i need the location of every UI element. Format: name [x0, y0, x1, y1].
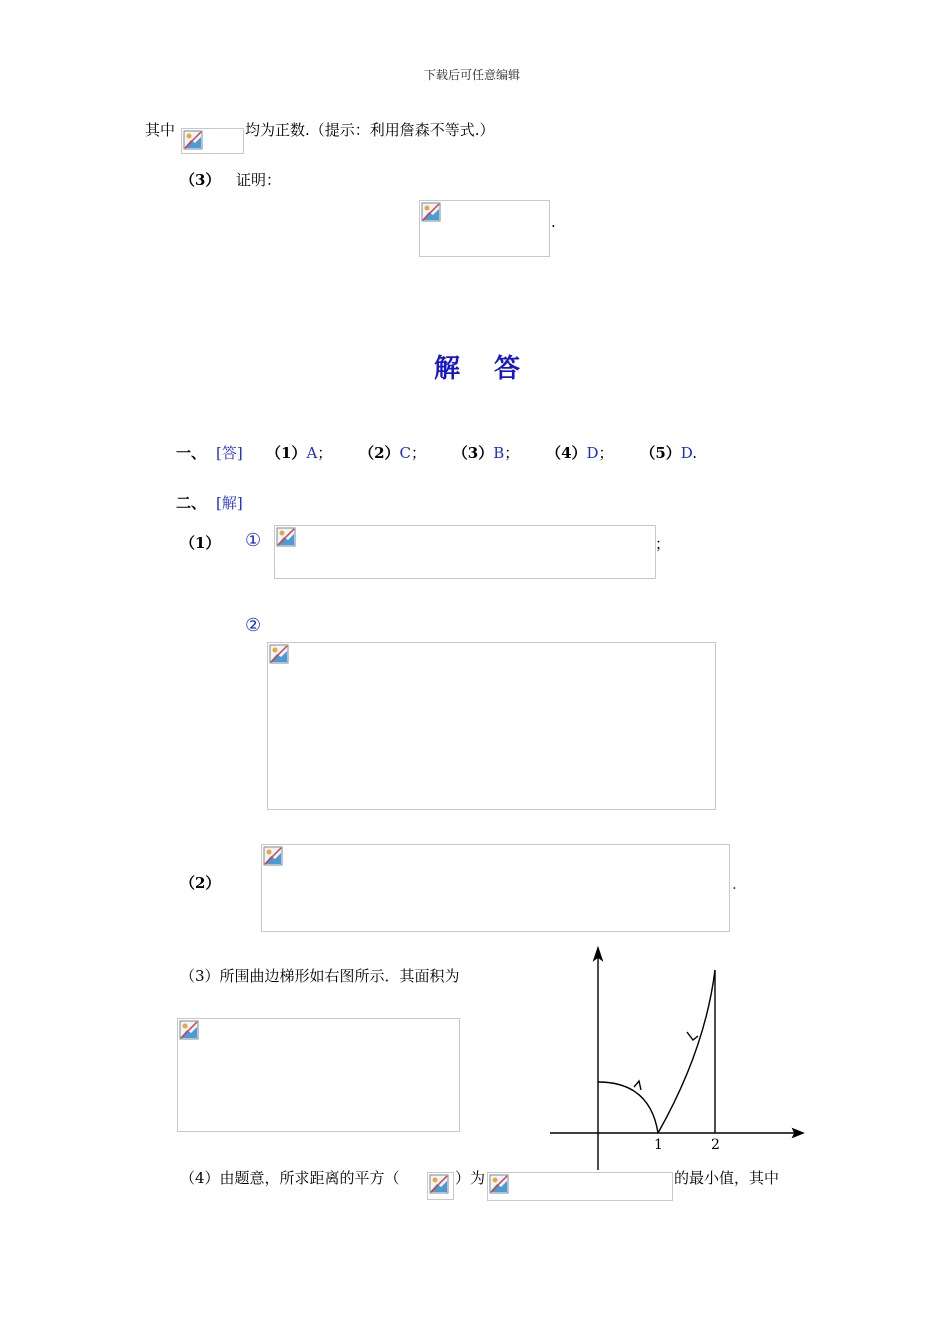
curved-trapezoid-figure — [545, 940, 815, 1175]
text-line-1-left: 其中 — [145, 121, 176, 139]
broken-image-icon — [421, 202, 441, 222]
part-4-text-a: （4）由题意，所求距离的平方（ — [180, 1169, 400, 1187]
item-3-period: . — [551, 213, 556, 231]
part-4-text-c: 的最小值，其中 — [674, 1169, 780, 1187]
item-3-text: 证明： — [236, 171, 282, 189]
answer-1: （1）A； — [266, 444, 333, 462]
broken-image-icon — [429, 1174, 449, 1194]
x-axis-arrow — [793, 1129, 803, 1137]
broken-image-icon — [263, 846, 283, 866]
answer-2: （2）C； — [359, 444, 427, 462]
answer-list — [266, 443, 697, 463]
formula-image — [419, 200, 550, 257]
broken-image-icon — [183, 130, 203, 150]
broken-image-icon — [489, 1174, 509, 1194]
arc-direction-mark — [634, 1081, 641, 1090]
formula-image — [261, 844, 730, 932]
formula-image — [274, 525, 656, 579]
answer-5: （5）D. — [640, 444, 698, 462]
arc-curve — [598, 1082, 658, 1133]
broken-image-icon — [276, 527, 296, 547]
formula-image — [177, 1018, 460, 1132]
formula-image — [427, 1172, 454, 1200]
broken-image-icon — [179, 1020, 199, 1040]
section-2-tag: [解] — [216, 494, 243, 512]
answer-4: （4）D； — [546, 444, 614, 462]
rising-curve — [658, 970, 715, 1133]
section-1-lead: 一、 — [176, 444, 207, 462]
part-1-semicolon: ； — [655, 535, 671, 553]
part-1-marker-1: ① — [245, 530, 262, 551]
part-3-text: （3）所围曲边梯形如右图所示．其面积为 — [180, 967, 460, 985]
broken-image-icon — [269, 644, 289, 664]
formula-image — [181, 128, 244, 154]
formula-image — [487, 1172, 673, 1201]
part-2-period: . — [732, 875, 737, 893]
section-1-tag: [答] — [216, 444, 243, 462]
tick-label-1: 1 — [654, 1137, 663, 1153]
section-2-lead: 二、 — [176, 494, 207, 512]
answer-3: （3）B； — [452, 444, 520, 462]
part-1-marker-2: ② — [245, 615, 262, 636]
tick-label-2: 2 — [711, 1137, 720, 1153]
text-line-1-right: 均为正数.（提示：利用詹森不等式.） — [245, 121, 495, 139]
formula-image — [267, 642, 716, 810]
item-3-label: （3） — [180, 171, 221, 189]
curve-direction-mark — [687, 1032, 698, 1040]
part-1-label: （1） — [180, 534, 221, 552]
page-title: 解答 — [434, 354, 555, 384]
page-header: 下载后可任意编辑 — [424, 68, 521, 82]
part-4-text-b: ）为 — [455, 1169, 486, 1187]
part-2-label: （2） — [180, 874, 221, 892]
